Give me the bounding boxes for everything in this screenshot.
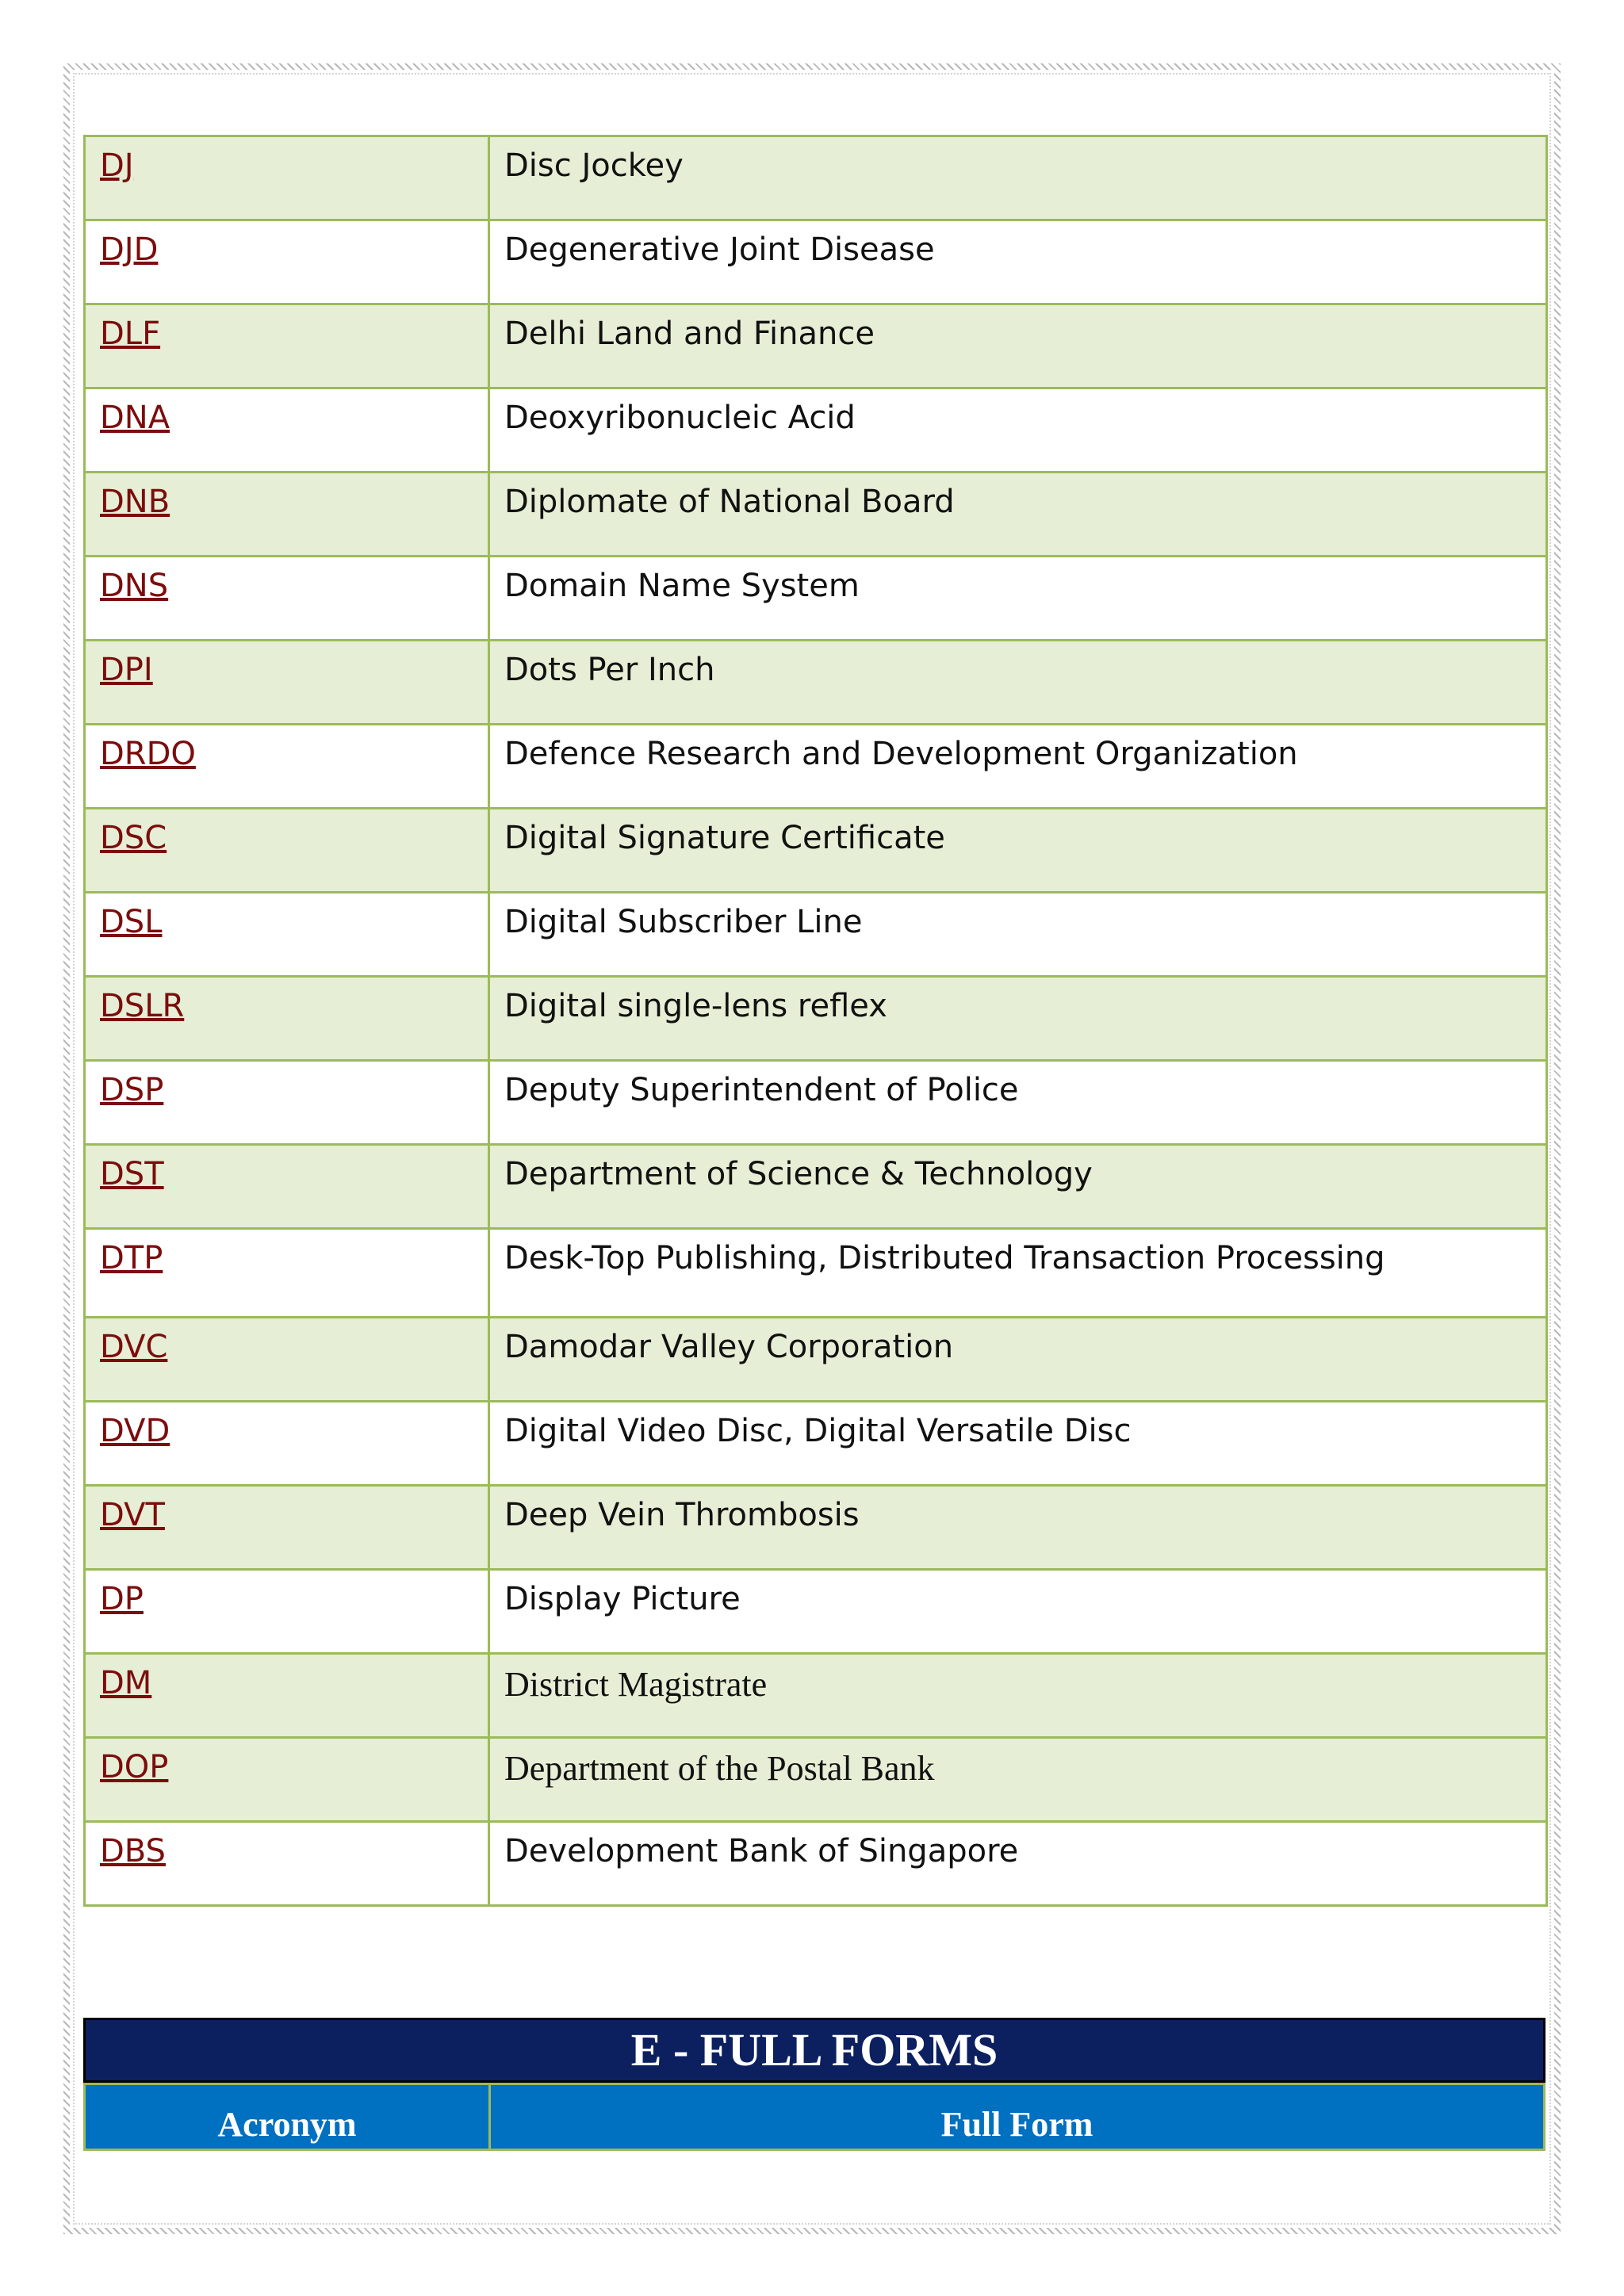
full-form-cell: [489, 1402, 1547, 1486]
full-form-text: Desk-Top Publishing, Distributed Transaction Processing: [504, 1240, 1385, 1276]
full-form-cell: [489, 473, 1547, 557]
table-row: [85, 1402, 1547, 1486]
acronym-link[interactable]: DP: [100, 1581, 144, 1617]
full-form-text: Deputy Superintendent of Police: [504, 1072, 1019, 1108]
full-form-text: Defence Research and Development Organization: [504, 736, 1298, 772]
acronym-link[interactable]: DNS: [100, 568, 169, 604]
acronym-cell: [85, 809, 489, 893]
full-form-text: Deep Vein Thrombosis: [504, 1497, 860, 1533]
acronym-link[interactable]: DVT: [100, 1497, 165, 1533]
acronym-cell: [85, 304, 489, 388]
full-form-cell: [489, 893, 1547, 977]
full-form-text: Damodar Valley Corporation: [504, 1329, 954, 1365]
acronym-cell: [85, 641, 489, 725]
acronym-cell: [85, 1145, 489, 1229]
full-form-text: Display Picture: [504, 1581, 741, 1617]
acronym-cell: [85, 1229, 489, 1318]
section-title-e-full-forms: E - FULL FORMS: [83, 2018, 1545, 2083]
full-form-text: Disc Jockey: [504, 147, 684, 184]
acronym-link[interactable]: DSLR: [100, 988, 185, 1024]
acronym-link[interactable]: DSP: [100, 1072, 164, 1108]
column-header-row: [83, 2083, 1545, 2151]
acronym-link[interactable]: DST: [100, 1156, 164, 1192]
table-row: [85, 136, 1547, 220]
acronym-cell: [85, 388, 489, 473]
table-row: [85, 1654, 1547, 1738]
table-row: [85, 304, 1547, 388]
table-row: [85, 1822, 1547, 1906]
acronym-link[interactable]: DJ: [100, 147, 134, 184]
table-row: [85, 641, 1547, 725]
full-form-cell: [489, 641, 1547, 725]
table-row: [85, 1570, 1547, 1654]
full-form-cell: [489, 388, 1547, 473]
full-form-cell: [489, 1738, 1547, 1822]
full-form-text: Digital Video Disc, Digital Versatile Disc: [504, 1413, 1132, 1449]
full-form-cell: [489, 1229, 1547, 1318]
acronym-cell: [85, 893, 489, 977]
full-form-text: Digital Signature Certificate: [504, 820, 945, 856]
full-form-cell: [489, 1318, 1547, 1402]
full-form-text: Diplomate of National Board: [504, 484, 955, 520]
acronym-cell: [85, 136, 489, 220]
acronym-link[interactable]: DNB: [100, 484, 170, 520]
acronym-cell: [85, 1318, 489, 1402]
acronym-cell: [85, 977, 489, 1061]
full-form-cell: [489, 1570, 1547, 1654]
table-row: [85, 388, 1547, 473]
full-form-cell: [489, 1822, 1547, 1906]
full-form-cell: [489, 136, 1547, 220]
table-row: [85, 977, 1547, 1061]
acronym-link[interactable]: DLF: [100, 316, 161, 352]
table-row: [85, 1229, 1547, 1318]
full-form-text: Department of Science & Technology: [504, 1156, 1093, 1192]
acronym-link[interactable]: DJD: [100, 232, 159, 268]
full-form-cell: [489, 557, 1547, 641]
full-form-text: Development Bank of Singapore: [504, 1833, 1019, 1869]
acronym-cell: [85, 1486, 489, 1570]
acronym-cell: [85, 220, 489, 304]
table-row: [85, 1318, 1547, 1402]
table-row: [85, 1738, 1547, 1822]
full-form-text: Dots Per Inch: [504, 652, 715, 688]
acronym-cell: [85, 1738, 489, 1822]
table-row: [85, 809, 1547, 893]
column-header-full-form: Full Form: [940, 2105, 1094, 2144]
acronym-link[interactable]: DVC: [100, 1329, 168, 1365]
full-form-text: Delhi Land and Finance: [504, 316, 875, 352]
acronym-link[interactable]: DPI: [100, 652, 153, 688]
acronym-table: [83, 135, 1548, 1907]
acronym-cell: [85, 725, 489, 809]
full-form-text: Degenerative Joint Disease: [504, 232, 935, 268]
table-row: [85, 220, 1547, 304]
table-row: [85, 1061, 1547, 1145]
full-form-cell: [489, 1145, 1547, 1229]
table-row: [85, 557, 1547, 641]
full-form-text: District Magistrate: [504, 1665, 768, 1704]
acronym-cell: [85, 1570, 489, 1654]
acronym-link[interactable]: DTP: [100, 1240, 163, 1276]
acronym-link[interactable]: DOP: [100, 1749, 169, 1785]
full-form-cell: [489, 1654, 1547, 1738]
full-form-text: Digital Subscriber Line: [504, 904, 863, 940]
full-form-cell: [489, 1486, 1547, 1570]
column-header-acronym: Acronym: [86, 2085, 491, 2149]
full-form-cell: [489, 977, 1547, 1061]
acronym-link[interactable]: DM: [100, 1665, 152, 1701]
full-form-text: Deoxyribonucleic Acid: [504, 400, 856, 436]
acronym-link[interactable]: DSC: [100, 820, 167, 856]
full-form-text: Domain Name System: [504, 568, 860, 604]
acronym-cell: [85, 1061, 489, 1145]
table-row: [85, 1486, 1547, 1570]
acronym-cell: [85, 473, 489, 557]
table-row: [85, 1145, 1547, 1229]
full-form-cell: [489, 304, 1547, 388]
acronym-link[interactable]: DNA: [100, 400, 170, 436]
full-form-text: Department of the Postal Bank: [504, 1749, 935, 1788]
full-form-cell: [489, 1061, 1547, 1145]
acronym-link[interactable]: DRDO: [100, 736, 196, 772]
acronym-link[interactable]: DSL: [100, 904, 163, 940]
acronym-link[interactable]: DBS: [100, 1833, 166, 1869]
acronym-cell: [85, 1402, 489, 1486]
table-row: [85, 473, 1547, 557]
table-row: [85, 725, 1547, 809]
full-form-text: Digital single-lens reflex: [504, 988, 887, 1024]
full-form-cell: [489, 809, 1547, 893]
full-form-cell: [489, 725, 1547, 809]
acronym-cell: [85, 557, 489, 641]
acronym-cell: [85, 1822, 489, 1906]
full-form-cell: [489, 220, 1547, 304]
acronym-link[interactable]: DVD: [100, 1413, 170, 1449]
table-row: [85, 893, 1547, 977]
acronym-cell: [85, 1654, 489, 1738]
